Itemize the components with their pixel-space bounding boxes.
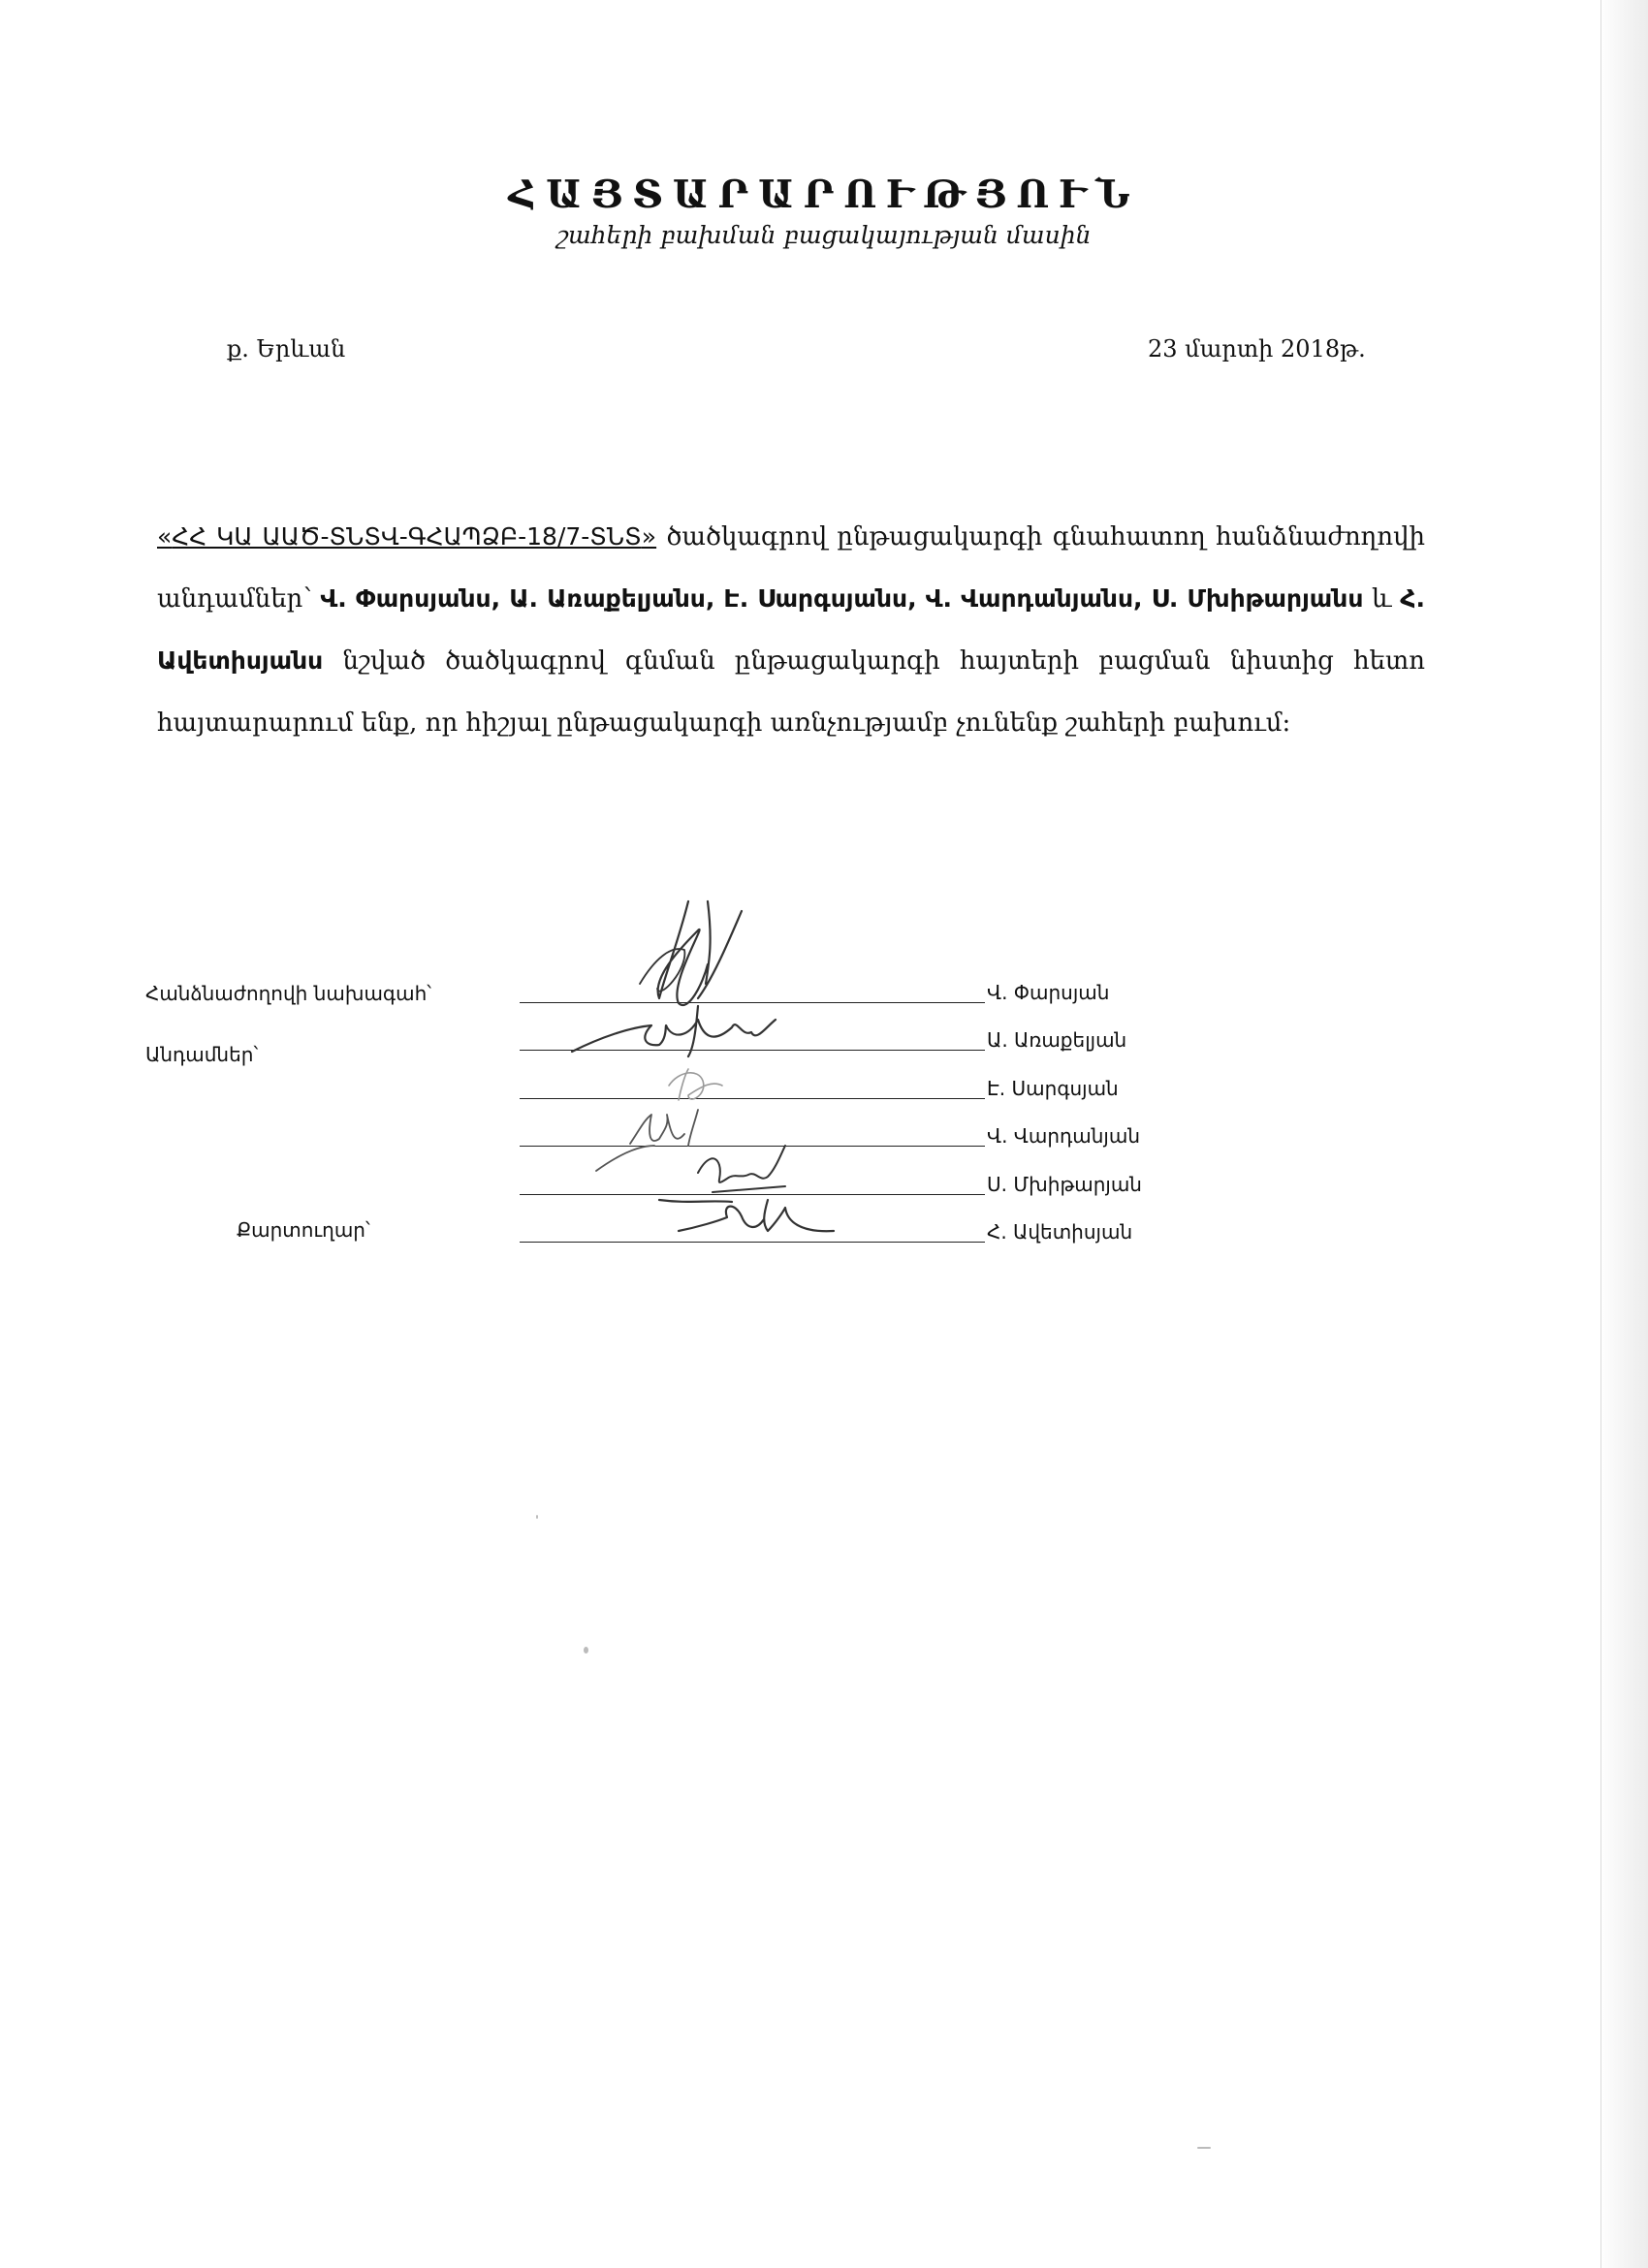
secretary-label: Քարտուղար՝: [237, 1218, 370, 1242]
signatory-name: Ա. Առաքելյան: [987, 1028, 1127, 1052]
members-label: Անդամներ՝: [145, 1043, 259, 1066]
paragraph-part1: ծածկագրով ընթացակարգի գնահատող հանձնաժողովի անդամներ՝: [157, 522, 1425, 614]
document-subtitle: շահերի բախման բացակայության մասին: [556, 221, 1092, 249]
document-place: ք. Երևան: [227, 335, 346, 362]
open-quote: «: [157, 522, 173, 551]
paragraph-part2: նշված ծածկագրով գնման ընթացակարգի հայտերի բացման նիստից հետո հայտարարում ենք, որ հիշյալ ընթացակարգի առնչությամբ չունենք շահերի բախում:: [157, 646, 1425, 738]
handwritten-signatures: [543, 892, 892, 1260]
signatory-name: Վ. Փարսյան: [987, 981, 1110, 1004]
signatory-name: Է. Սարգսյան: [987, 1077, 1119, 1100]
signatory-name: Հ. Ավետիսյան: [987, 1220, 1133, 1244]
scan-edge-line: [1600, 0, 1601, 2268]
chair-label: Հանձնաժողովի նախագահ՝: [145, 982, 431, 1005]
procurement-code: ՀՀ ԿԱ ԱԱԾ-ՏՆՏՎ-ԳՀԱՊՁԲ-18/7-ՏՆՏ: [172, 522, 642, 551]
close-quote: »: [641, 522, 657, 551]
signature-stroke-3: [669, 1069, 722, 1100]
last-member-name: Հ. Ավետիսյանս: [157, 584, 1425, 675]
signature-stroke-1: [658, 901, 742, 1005]
scan-speck: [1197, 2147, 1211, 2149]
member-names: Վ. Փարսյանս, Ա. Առաքելյանս, Է. Սարգսյանս, Վ. Վարդանյանս, Ս. Մխիթարյանս: [320, 584, 1364, 613]
signatory-name: Վ. Վարդանյան: [987, 1124, 1141, 1148]
conjunction: և: [1363, 584, 1401, 614]
scan-speck: [584, 1647, 588, 1654]
document-title: ՀԱՅՏԱՐԱՐՈՒԹՅՈՒՆ: [508, 173, 1140, 217]
signatory-name: Ս. Մխիթարյան: [987, 1173, 1142, 1196]
signature-stroke-2: [572, 1006, 776, 1056]
scan-edge-shadow: [1600, 0, 1648, 2268]
signature-stroke-5: [698, 1146, 785, 1192]
scan-speck: [536, 1515, 538, 1519]
signature-stroke-6: [659, 1200, 834, 1231]
document-date: 23 մարտի 2018թ.: [1148, 335, 1366, 362]
signature-stroke-4: [596, 1110, 698, 1171]
declaration-paragraph: [157, 506, 1425, 754]
